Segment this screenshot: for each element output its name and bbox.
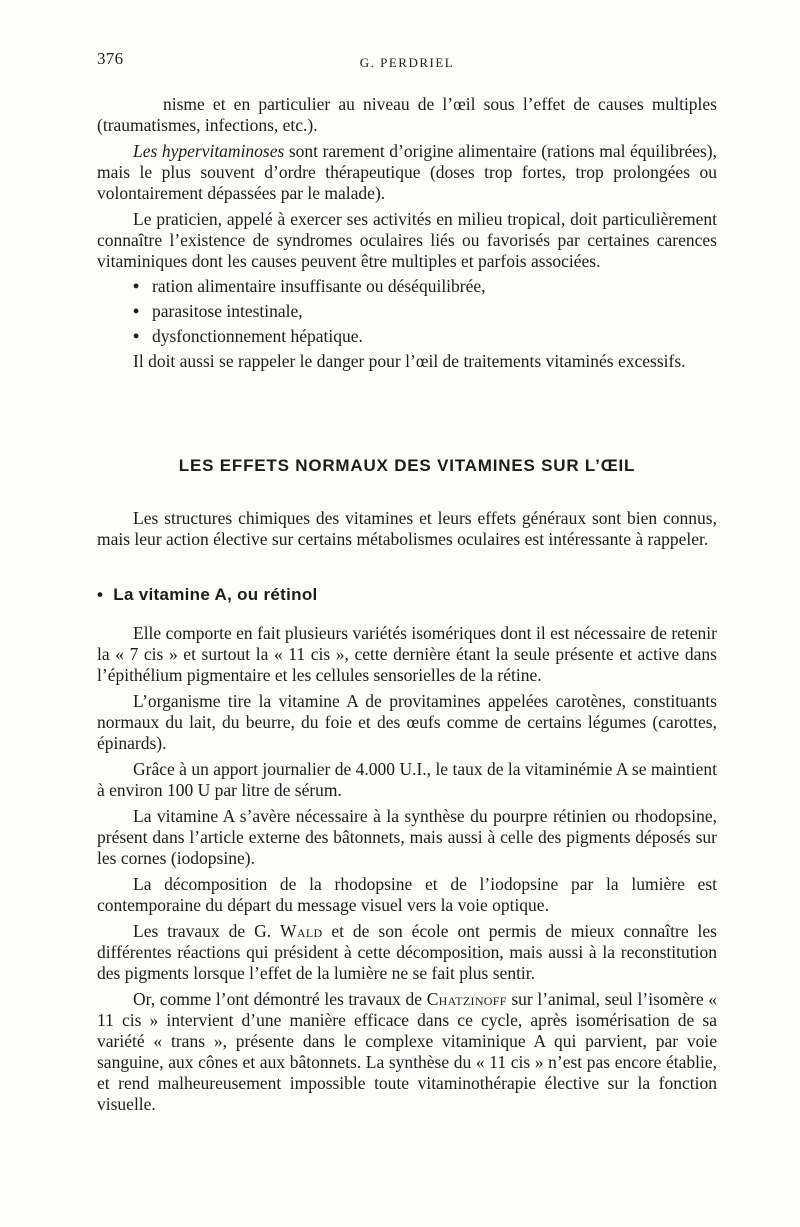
- subsection-block: [97, 584, 717, 1115]
- paragraph-continuation: nisme et en particulier au niveau de l’œil sous l’effet de causes multiples (traumatismes, infections, etc.).: [97, 94, 717, 135]
- paragraph-text: Or, comme l’ont démontré les travaux de: [133, 989, 427, 1009]
- page-number: 376: [97, 49, 124, 68]
- paragraph-hypervitaminoses: [97, 141, 717, 204]
- paragraph-structures: Les structures chimiques des vitamines et leurs effets généraux sont bien connus, mais leur action élective sur certains métabolismes oculaires est intéressante à rappeler.: [97, 508, 717, 549]
- running-header: [97, 48, 717, 72]
- paragraph-wald: [97, 921, 717, 984]
- bullet-icon: •: [133, 326, 140, 346]
- italic-term: Les hypervitaminoses: [133, 141, 285, 161]
- author-name: Chatzinoff: [426, 989, 507, 1009]
- paragraph-text: Les travaux de G.: [133, 921, 281, 941]
- bullet-icon: •: [133, 276, 140, 296]
- paragraph-text: et de son école ont permis de mieux connaître les différentes réactions qui président à cette décomposition, mais aussi à la reconstitution des pigments lorsque l’effet de la lumière ne se fait plus sentir.: [97, 921, 717, 983]
- paragraph-decomposition: La décomposition de la rhodopsine et de l’iodopsine par la lumière est contemporaine du départ du message visuel vers la voie optique.: [97, 874, 717, 915]
- list-item: [133, 276, 717, 297]
- paragraph-rhodopsin: La vitamine A s’avère nécessaire à la synthèse du pourpre rétinien ou rhodopsine, présent dans l’article externe des bâtonnets, mais aussi à celle des pigments déposés sur les cornes (iodopsine).: [97, 806, 717, 868]
- list-item-text: ration alimentaire insuffisante ou déséquilibrée,: [152, 276, 486, 296]
- list-item: [133, 326, 717, 347]
- subsection-title: [97, 584, 717, 605]
- paragraph-isomers: Elle comporte en fait plusieurs variétés isomériques dont il est nécessaire de retenir la « 7 cis » et surtout la « 11 cis », cette dernière étant la seule présente et active dans l’épithélium pigmentaire et les cellules sensorielles de la rétine.: [97, 623, 717, 685]
- bullet-list: [97, 276, 717, 347]
- paragraph-text: sont rarement d’origine alimentaire (rations mal équilibrées), mais le plus souvent d’ordre thérapeutique (doses trop fortes, trop prolongées ou volontairement dépassées par le malade).: [97, 141, 717, 203]
- list-item: [133, 301, 717, 322]
- paragraph-chatzinoff: [97, 989, 717, 1115]
- section-block: [97, 455, 717, 550]
- bullet-icon: •: [97, 585, 104, 604]
- paragraph-text: sur l’animal, seul l’isomère « 11 cis » intervient d’une manière efficace dans ce cycle, après isomérisation de sa variété « trans », présente dans le complexe vitaminique A qui parvient, par voie sanguine, aux cônes et aux bâtonnets. La synthèse du « 11 cis » n’est pas encore établie, et rend malheureusement impossible toute vitaminothérapie élective sur la fonction visuelle.: [97, 989, 717, 1114]
- paragraph-carotenes: L’organisme tire la vitamine A de provitamines appelées carotènes, constituants normaux du lait, du beurre, du foie et des œufs comme de certains légumes (carottes, épinards).: [97, 691, 717, 753]
- subsection-title-text: La vitamine A, ou rétinol: [113, 585, 318, 604]
- bullet-icon: •: [133, 301, 140, 321]
- author-name: Wald: [280, 921, 323, 941]
- paragraph-practitioner: Le praticien, appelé à exercer ses activités en milieu tropical, doit particulièrement connaître l’existence de syndromes oculaires liés ou favorisés par certaines carences vitaminiques dont les causes peuvent être multiples et parfois associées.: [97, 209, 717, 271]
- paragraph-danger: Il doit aussi se rappeler le danger pour l’œil de traitements vitaminés excessifs.: [133, 351, 686, 371]
- paragraph-daily-intake: Grâce à un apport journalier de 4.000 U.I., le taux de la vitaminémie A se maintient à environ 100 U par litre de sérum.: [97, 759, 717, 800]
- section-title: LES EFFETS NORMAUX DES VITAMINES SUR L’ŒIL: [178, 456, 636, 475]
- header-author: G. PERDRIEL: [359, 55, 455, 70]
- list-item-text: parasitose intestinale,: [152, 301, 303, 321]
- intro-block: [97, 94, 717, 372]
- list-item-text: dysfonctionnement hépatique.: [152, 326, 363, 346]
